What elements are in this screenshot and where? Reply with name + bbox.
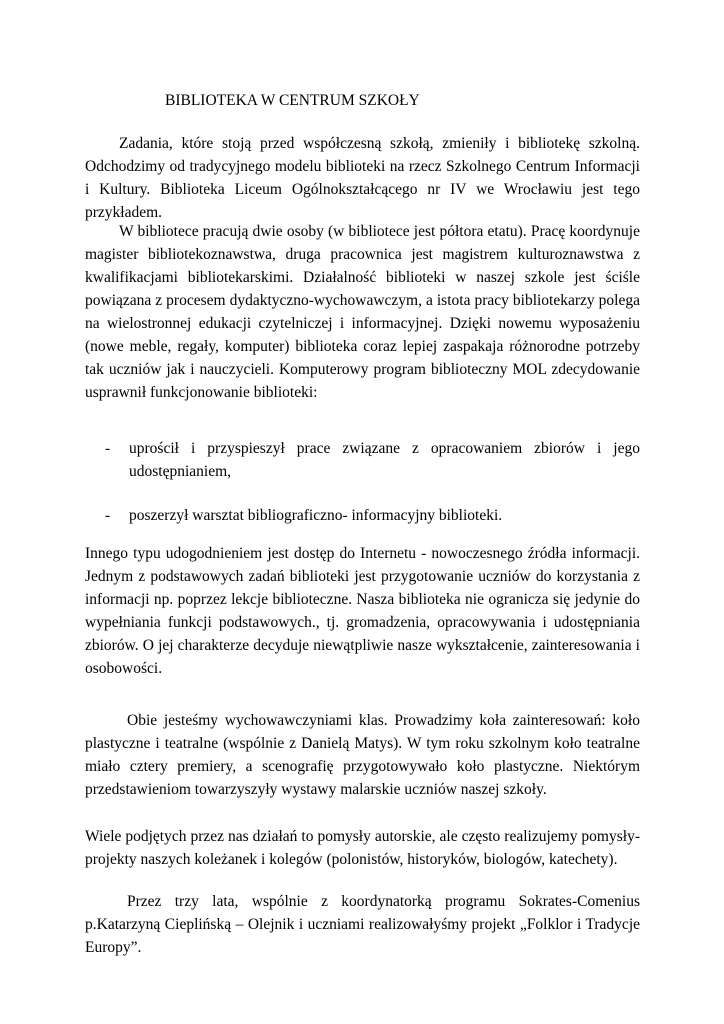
- list-item-text: poszerzył warsztat bibliograficzno- informacyjny biblioteki.: [129, 507, 503, 524]
- list-dash: -: [105, 440, 111, 457]
- document-title: BIBLIOTEKA W CENTRUM SZKOŁY: [165, 92, 420, 109]
- paragraph-intro: Zadania, które stoją przed współczesną szkołą, zmieniły i bibliotekę szkolną. Odchodzimy od tradycyjnego modelu biblioteki na rzecz Szkolnego Centrum Informacji i Kultury. Biblioteka Liceum Ogólnokształcącego nr IV we Wrocławiu jest tego przykładem.: [85, 135, 640, 221]
- list-dash: -: [105, 507, 111, 524]
- paragraph-projects: Wiele podjętych przez nas działań to pomysły autorskie, ale często realizujemy pomysły-projekty naszych koleżanek i kolegów (polonistów, historyków, biologów, katechety).: [85, 828, 640, 868]
- list-item-text: uprościł i przyspieszył prace związane z opracowaniem zbiorów i jego udostępnianiem,: [129, 440, 640, 480]
- paragraph-clubs: Obie jesteśmy wychowawczyniami klas. Prowadzimy koła zainteresowań: koło plastyczne i teatralne (wspólnie z Danielą Matys). W tym roku szkolnym koło teatralne miało cztery premiery, a scenografię przygotowywało koło plastyczne. Niektórym przedstawieniom towarzyszyły wystawy malarskie uczniów naszej szkoły.: [85, 712, 640, 798]
- paragraph-comenius: Przez trzy lata, wspólnie z koordynatorką programu Sokrates-Comenius p.Katarzyną Cieplińską – Olejnik i uczniami realizowałyśmy projekt „Folklor i Tradycje Europy”.: [85, 893, 640, 956]
- paragraph-internet: Innego typu udogodnieniem jest dostęp do Internetu - nowoczesnego źródła informacji. Jednym z podstawowych zadań biblioteki jest przygotowanie uczniów do korzystania z informacji np. poprzez lekcje biblioteczne. Nasza biblioteka nie ogranicza się jedynie do wypełniania funkcji podstawowych., tj. gromadzenia, opracowywania i udostępniania zbiorów. O jej charakterze decyduje niewątpliwie nasze wykształcenie, zainteresowania i osobowości.: [85, 545, 640, 677]
- paragraph-staff: W bibliotece pracują dwie osoby (w bibliotece jest półtora etatu). Pracę koordynuje magister bibliotekoznawstwa, druga pracownica jest magistrem kulturoznawstwa z kwalifikacjami bibliotekarskimi. Działalność biblioteki w naszej szkole jest ściśle powiązana z procesem dydaktyczno-wychowawczym, a istota pracy bibliotekarzy polega na wielostronnej edukacji czytelniczej i informacyjnej. Dzięki nowemu wyposażeniu (nowe meble, regały, komputer) biblioteka coraz lepiej zaspakaja różnorodne potrzeby tak uczniów jak i nauczycieli. Komputerowy program biblioteczny MOL zdecydowanie usprawnił funkcjonowanie biblioteki:: [85, 223, 640, 401]
